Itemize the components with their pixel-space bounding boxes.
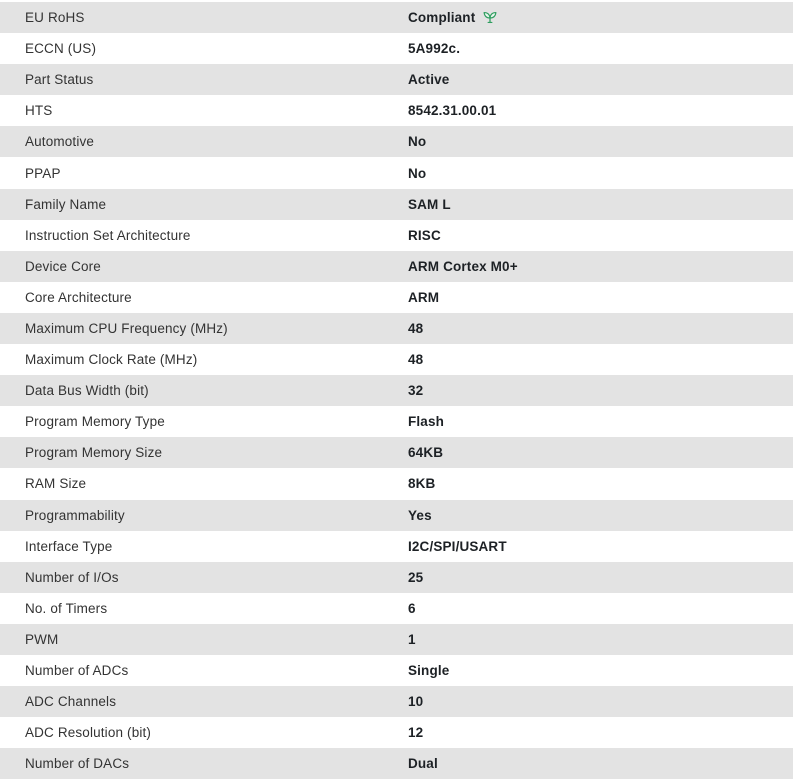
spec-value [408, 134, 426, 149]
spec-value-text: I2C/SPI/USART [408, 538, 507, 554]
spec-value-text: 8KB [408, 476, 436, 492]
spec-attribute-label: ADC Resolution (bit) [25, 725, 152, 741]
spec-attribute-label: Device Core [25, 258, 101, 274]
table-row [0, 593, 793, 624]
spec-value [408, 228, 441, 243]
spec-attribute-label: RAM Size [25, 476, 87, 492]
spec-attribute-label: No. of Timers [25, 600, 108, 616]
spec-value [408, 476, 435, 491]
spec-attribute-label: HTS [25, 103, 53, 119]
spec-attribute-label: Automotive [25, 134, 95, 150]
spec-value-text: 25 [408, 569, 424, 585]
table-row [0, 251, 793, 282]
table-row [0, 64, 793, 95]
table-row [0, 531, 793, 562]
spec-value [408, 321, 423, 336]
table-row [0, 686, 793, 717]
spec-value-text: 1 [408, 631, 416, 647]
spec-attribute-label: Core Architecture [25, 289, 132, 305]
spec-value [408, 41, 460, 56]
table-row [0, 220, 793, 251]
spec-attribute-label: ADC Channels [25, 694, 117, 710]
spec-value-text: No [408, 165, 427, 181]
spec-attribute-label: ECCN (US) [25, 41, 97, 57]
spec-value-text: Dual [408, 756, 438, 772]
spec-value [408, 539, 507, 554]
spec-attribute-label: Maximum Clock Rate (MHz) [25, 352, 198, 368]
table-row [0, 500, 793, 531]
spec-attribute-label: Program Memory Type [25, 414, 165, 430]
spec-value [408, 445, 443, 460]
spec-attribute-label: Part Status [25, 72, 94, 88]
spec-value [408, 414, 444, 429]
spec-value-text: 10 [408, 694, 424, 710]
spec-value [408, 259, 518, 274]
spec-value-text: 32 [408, 383, 424, 399]
spec-attribute-label: Number of I/Os [25, 569, 119, 585]
table-row [0, 748, 793, 779]
spec-attribute-label: PWM [25, 631, 59, 647]
spec-attribute-label: Program Memory Size [25, 445, 163, 461]
spec-value [408, 10, 498, 25]
spec-attribute-label: Interface Type [25, 538, 113, 554]
spec-attribute-label: Maximum CPU Frequency (MHz) [25, 320, 228, 336]
spec-value-text: 48 [408, 320, 424, 336]
spec-value [408, 694, 423, 709]
table-row [0, 126, 793, 157]
spec-value [408, 197, 451, 212]
spec-value [408, 290, 439, 305]
table-row [0, 437, 793, 468]
spec-value-text: Flash [408, 414, 445, 430]
spec-attribute-label: Family Name [25, 196, 107, 212]
spec-value [408, 663, 449, 678]
spec-attribute-label: EU RoHS [25, 10, 85, 26]
table-row [0, 189, 793, 220]
table-row [0, 562, 793, 593]
spec-value [408, 725, 423, 740]
spec-value [408, 383, 423, 398]
spec-value [408, 166, 426, 181]
spec-value-text: Single [408, 663, 450, 679]
table-row [0, 157, 793, 188]
spec-attribute-label: PPAP [25, 165, 61, 181]
table-row [0, 2, 793, 33]
spec-value [408, 756, 438, 771]
spec-value [408, 352, 423, 367]
spec-value [408, 72, 449, 87]
spec-attribute-label: Data Bus Width (bit) [25, 383, 149, 399]
table-row [0, 375, 793, 406]
table-row [0, 33, 793, 64]
spec-value-text: 64KB [408, 445, 444, 461]
table-row [0, 95, 793, 126]
rohs-leaf-icon [482, 9, 498, 25]
table-row [0, 406, 793, 437]
spec-value-text: Compliant [408, 10, 476, 26]
spec-value-text: 8542.31.00.01 [408, 103, 497, 119]
spec-value-text: SAM L [408, 196, 451, 212]
spec-value-text: 5A992c. [408, 41, 461, 57]
spec-value [408, 601, 416, 616]
spec-value-text: 12 [408, 725, 424, 741]
spec-value-text: Active [408, 72, 450, 88]
table-row [0, 717, 793, 748]
spec-attribute-label: Programmability [25, 507, 125, 523]
spec-attribute-label: Number of ADCs [25, 663, 129, 679]
spec-value-text: RISC [408, 227, 441, 243]
spec-value-text: Yes [408, 507, 432, 523]
table-row [0, 655, 793, 686]
table-row [0, 313, 793, 344]
spec-value [408, 508, 432, 523]
spec-value [408, 570, 423, 585]
spec-attribute-label: Instruction Set Architecture [25, 227, 191, 243]
spec-value-text: 48 [408, 352, 424, 368]
spec-value-text: 6 [408, 600, 416, 616]
table-row [0, 344, 793, 375]
table-row [0, 282, 793, 313]
spec-attribute-label: Number of DACs [25, 756, 130, 772]
table-row [0, 624, 793, 655]
spec-value-text: ARM [408, 289, 440, 305]
spec-value-text: No [408, 134, 427, 150]
table-row [0, 468, 793, 499]
spec-value [408, 103, 496, 118]
spec-value-text: ARM Cortex M0+ [408, 258, 518, 274]
spec-value [408, 632, 416, 647]
